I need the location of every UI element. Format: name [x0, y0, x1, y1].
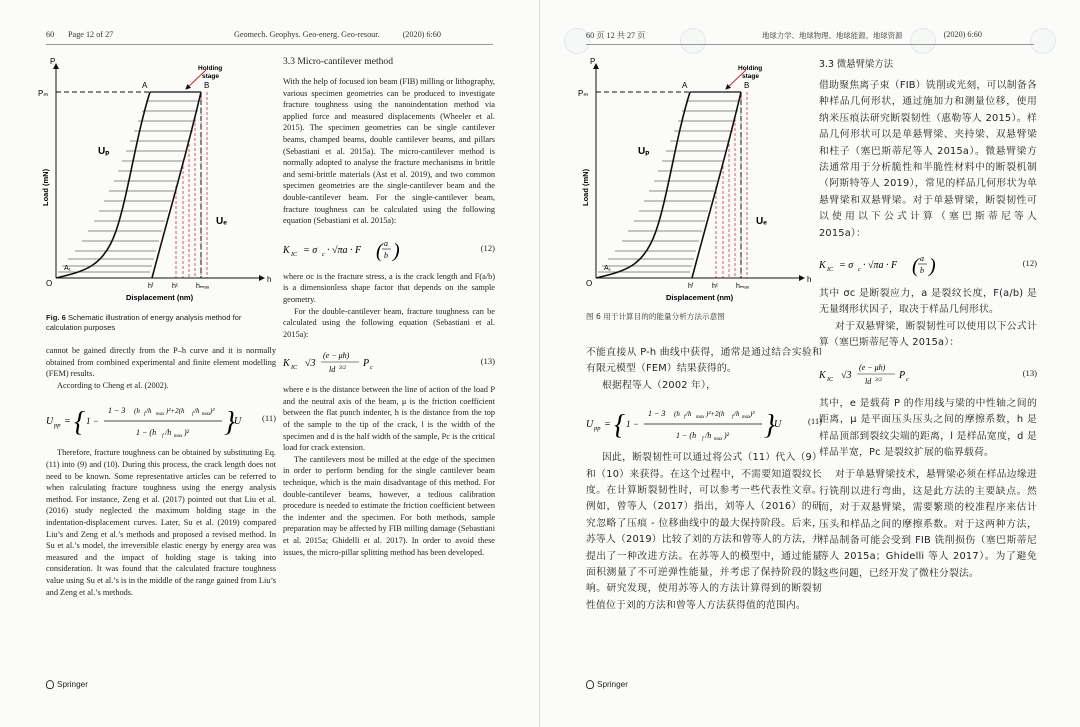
svg-text:)³: )³	[750, 410, 755, 419]
point-b-label: B	[204, 81, 210, 90]
paragraph: 其中 σc 是断裂应力，a 是裂纹长度，F(a/b) 是无量纲形状因子，取决于样品几何形状。	[819, 288, 1037, 316]
energy-analysis-figure	[578, 56, 816, 306]
svg-text:K: K	[283, 358, 290, 370]
svg-text:= σ: = σ	[303, 244, 318, 256]
svg-text:(e − μh): (e − μh)	[859, 362, 886, 372]
h-axis-label: h	[807, 275, 812, 284]
paragraph: 因此，断裂韧性可以通过将公式（11）代入（9）和（10）来获得。在这个过程中，不需要知道裂纹长度。在计算断裂韧性时，可以参考一些代表性文章。例如，曾等人（2017）指出，刘等人（2016）的研究忽略了压痕 - 位移曲线中的最大保持阶段。后来，苏等人（2019）比较了刘的方法和曾等人的方法，并提出了一种改进方法。在苏等人的模型中，通过能量面积测量了不可逆弹性能量，并考虑了保持阶段的影响。研究发现，使用苏等人的方法计算得到的断裂韧性值位于刘的方法和曾等人方法获得值的范围内。	[586, 452, 822, 611]
svg-text:/h: /h	[165, 428, 172, 438]
svg-text:/h: /h	[734, 410, 740, 419]
stage-label: stage	[742, 73, 759, 80]
svg-text:√3: √3	[841, 369, 852, 381]
x-axis-label: Displacement (nm)	[666, 293, 734, 302]
svg-text:IC: IC	[291, 365, 297, 372]
page-of: Page 12 of 27	[68, 30, 114, 39]
svg-text:pp: pp	[54, 422, 61, 430]
svg-text:ld: ld	[865, 376, 872, 386]
paragraph: For the double-cantilever beam, fracture toughness can be calculated using the following equation (Sebastiani et al. 2015a):	[283, 306, 495, 339]
paragraph: 根据程等人（2002 年），	[602, 379, 717, 391]
svg-text:IC: IC	[827, 376, 833, 383]
paragraph: 不能直接从 P-h 曲线中获得，通常是通过结合实验和有限元模型（FEM）结果获得的。	[586, 347, 822, 375]
paragraph: cannot be gained directly from the P–h curve and it is normally obtained from combined experimental and finite element modelling (FEM) results.	[46, 346, 276, 379]
svg-text:ld: ld	[329, 365, 336, 375]
header-rule	[46, 44, 493, 45]
svg-text:1 −: 1 −	[86, 416, 99, 427]
svg-text:· √πa · F: · √πa · F	[327, 244, 362, 256]
svg-text:(h: (h	[134, 407, 140, 416]
equation-13-number: (13)	[480, 356, 495, 367]
page-header	[586, 30, 1034, 44]
left-column	[46, 345, 276, 598]
caption-label: Fig. 6	[46, 313, 66, 322]
journal-name: 地球力学、地球物理、地球能源、地球资源	[762, 31, 903, 40]
svg-text:a: a	[384, 238, 388, 248]
equation-11	[586, 400, 822, 446]
svg-text:)²+2(h: )²+2(h	[166, 407, 185, 416]
svg-text:(: (	[376, 239, 383, 262]
p-axis-label: P	[50, 57, 56, 66]
pm-label: Pₘ	[38, 89, 49, 98]
holding-label: Holding	[198, 65, 223, 72]
paragraph: where σc is the fracture stress, a is the crack length and F(a/b) is a dimensionless shape factor that depends on the sample geometry.	[283, 271, 495, 304]
svg-text:b: b	[384, 250, 388, 260]
point-a-label: A	[682, 81, 688, 90]
paragraph: 其中，e 是载荷 P 的作用线与梁的中性轴之间的距离，μ 是平面压头压头之间的摩擦系数，h 是样品顶部到裂纹尖端的距离，l 是样品宽度，d 是样品半宽，Pc 是裂纹扩展的临界载荷。	[819, 397, 1037, 458]
page-header	[46, 30, 493, 44]
equation-12-number: (12)	[480, 242, 495, 253]
right-column	[283, 56, 495, 558]
svg-text:P: P	[363, 358, 370, 370]
svg-text:= σ: = σ	[839, 260, 854, 272]
svg-text:=: =	[604, 419, 611, 431]
loading-curve	[596, 92, 690, 278]
paragraph: 对于单悬臂梁技术，悬臂梁必须在样品边缘进行铣削以进行弯曲，这是此方法的主要缺点。然而，对于双悬臂梁，需要繁琐的校准程序来估计压头和样品之间的摩擦系数。对于这两种方法，样品制备可能会受到 FIB 铣削损伤（塞巴斯蒂尼等人 2015a；Ghidelli 等人 2017）。为了避免这些问题，已经开发了微柱分裂法。	[819, 469, 1037, 579]
svg-text:K: K	[819, 260, 826, 272]
springer-horse-icon	[46, 680, 54, 689]
svg-text:max: max	[174, 434, 183, 440]
svg-text:): )	[929, 255, 936, 278]
svg-text:)²: )²	[724, 431, 730, 441]
unloading-curve	[152, 92, 201, 278]
svg-text:): )	[393, 239, 400, 262]
publisher-name: Springer	[597, 680, 628, 689]
h-axis-label: h	[267, 275, 272, 284]
svg-text:max: max	[714, 437, 723, 443]
y-axis-label: Load (mN)	[581, 168, 590, 206]
paragraph: With the help of focused ion beam (FIB) milling or lithography, various specimen geometries can be produced to investigate fracture toughness using the nanoindentation method via applied force and measured displacements (Wheeler et al. 2015). The specimen geometries can be single cantilever beams, champed beams, double cantilever beams, and pillars (Sebastiani et al. 2015a). The micro-cantilever method is normally adopted to analyse the fracture mechanisms in brittle and semi-brittle materials (Ast et al. 2019), and two common specimen geometries are the single-cantilever beam and the double-cantilever beam. For the single-cantilever beam, fracture toughness can be calculated using the following equation (Sebastiani et al. 2015a):	[283, 77, 495, 226]
figure-caption: 图 6 用于计算目的的能量分析方法示意图	[586, 312, 725, 321]
svg-text:3/2: 3/2	[875, 376, 883, 383]
svg-text:)²: )²	[184, 428, 190, 438]
equation-13	[283, 346, 495, 380]
hmax-label: hₘₐₓ	[196, 283, 210, 290]
p-axis-label: P	[590, 57, 596, 66]
equation-11-math	[586, 400, 782, 446]
paragraph: 对于双悬臂梁，断裂韧性可以使用以下公式计算（塞巴斯蒂尼等人 2015a）：	[819, 320, 1037, 349]
svg-text:f: f	[732, 415, 734, 421]
svg-text:)²+2(h: )²+2(h	[706, 410, 725, 419]
energy-diagram	[38, 56, 276, 306]
svg-text:(h: (h	[674, 410, 680, 419]
svg-text:{: {	[74, 407, 86, 439]
equation-13-number: (13)	[1022, 367, 1037, 378]
publisher-name: Springer	[57, 680, 88, 689]
header-rule	[586, 44, 1034, 45]
svg-text:/h: /h	[686, 410, 692, 419]
equation-12-number: (12)	[1022, 258, 1037, 269]
stage-label: stage	[202, 73, 219, 80]
up-label: Uₚ	[98, 146, 110, 157]
svg-text:K: K	[283, 244, 290, 256]
svg-text:√3: √3	[305, 358, 316, 370]
journal-year: (2020) 6:60	[402, 30, 441, 39]
energy-diagram	[578, 56, 816, 306]
journal-name: Geomech. Geophys. Geo-energ. Geo-resour.	[234, 30, 380, 39]
paragraph: The cantilevers most be milled at the edge of the specimen in order to perform bending for the single cantilever beam technique, which is the main disadvantage of this method. For double-cantilever beams, however, a tedious calibration procedure is needed to estimate the friction coefficient between the indenter and the specimen. For both methods, sample preparation may be affected by FIB milling damage (Sebastiani et al. 2015a; Ghidelli et al. 2017). In order to avoid these issues, the micro-pillar splitting method has been developed.	[283, 454, 495, 557]
springer-horse-icon	[586, 680, 594, 689]
svg-text:pp: pp	[594, 425, 601, 433]
equation-11-number: (11)	[808, 416, 822, 427]
svg-text:{: {	[614, 410, 626, 442]
hf-label: hᶠ	[688, 283, 694, 290]
up-label: Uₚ	[638, 146, 650, 157]
hmax-label: hₘₐₓ	[736, 283, 750, 290]
svg-text:3/2: 3/2	[339, 365, 347, 372]
origin-label: O	[586, 279, 593, 288]
svg-text:(: (	[912, 255, 919, 278]
svg-text:f: f	[684, 415, 686, 421]
equation-11-math	[46, 397, 242, 443]
equation-13-math	[819, 358, 959, 390]
publisher-footer	[586, 680, 628, 689]
svg-text:IC: IC	[827, 267, 833, 274]
svg-text:1 − (h: 1 − (h	[676, 431, 697, 441]
svg-text:f: f	[162, 434, 164, 440]
equation-13	[819, 358, 1037, 392]
journal-year: (2020) 6:60	[943, 30, 982, 39]
svg-text:c: c	[906, 376, 909, 383]
point-a1-label: A₁	[604, 265, 612, 272]
x-axis-label: Displacement (nm)	[126, 293, 194, 302]
svg-text:=: =	[64, 416, 71, 428]
svg-text:f: f	[144, 412, 146, 418]
svg-text:max: max	[696, 415, 705, 421]
svg-text:K: K	[819, 369, 826, 381]
right-column	[819, 78, 1037, 582]
elastic-dashes	[716, 92, 747, 278]
page-number: 60	[46, 30, 55, 39]
svg-text:1 − 3: 1 − 3	[108, 406, 126, 416]
equation-13-math	[283, 346, 423, 378]
elastic-dashes	[176, 92, 207, 278]
ue-label: Uₑ	[216, 216, 227, 227]
svg-text:IC: IC	[291, 251, 297, 258]
point-a-label: A	[142, 81, 148, 90]
paragraph: where e is the distance between the line of action of the load P and the neutral axis of the beam, μ is the friction coefficient between the flat punch indenter, h is the distance from the top of the sample to the tip of the crack, l is the width of the specimen and d is the half width of the sample, Pc is the critical load for crack extension.	[283, 385, 495, 453]
svg-text:}: }	[224, 407, 236, 439]
svg-text:/h: /h	[194, 407, 200, 416]
svg-text:U: U	[46, 416, 54, 428]
hf-label: hᶠ	[148, 283, 154, 290]
point-a1-label: A₁	[64, 265, 72, 272]
left-column	[586, 345, 822, 614]
holding-label: Holding	[738, 65, 763, 72]
page-of: 60 页 12 共 27 页	[586, 31, 646, 40]
svg-text:max: max	[156, 412, 165, 418]
equation-12	[819, 248, 1037, 282]
ue-label: Uₑ	[756, 216, 767, 227]
equation-11-number: (11)	[262, 413, 276, 424]
loading-curve	[56, 92, 150, 278]
svg-text:c: c	[370, 365, 373, 372]
svg-text:c: c	[858, 267, 861, 274]
hc-label: hᶜ	[712, 283, 719, 290]
equation-12	[283, 233, 495, 267]
svg-text:· √πa · F: · √πa · F	[863, 260, 898, 272]
origin-label: O	[46, 279, 53, 288]
svg-text:/h: /h	[146, 407, 152, 416]
caption-text: Schematic illustration of energy analysis method for calculation purposes	[46, 313, 242, 332]
paragraph: 借助聚焦离子束（FIB）铣削或光刻，可以制备各种样品几何形状，通过施加力和测量位移，使用纳米压痕法研究断裂韧性（惠勒等人 2015）。样品几何形状可以是单悬臂梁、夹持梁、双悬臂梁和柱子（塞巴斯蒂尼等人 2015a）。微悬臂梁方法通常用于分析脆性和半脆性材料中的断裂机制（阿斯特等人 2019），常见的样品几何形状为单悬臂梁和双悬臂梁。对于单悬臂梁，断裂韧性可以使用以下公式计算（塞巴斯蒂尼等人 2015a）：	[819, 80, 1037, 239]
svg-text:(e − μh): (e − μh)	[323, 351, 350, 361]
y-axis-label: Load (mN)	[41, 168, 50, 206]
svg-text:)³: )³	[210, 407, 215, 416]
point-b-label: B	[744, 81, 750, 90]
svg-text:max: max	[202, 412, 211, 418]
svg-text:/h: /h	[705, 431, 712, 441]
section-title: 3.3 Micro-cantilever method	[283, 56, 394, 67]
svg-text:P: P	[899, 369, 906, 381]
equation-12-math	[283, 233, 443, 265]
svg-text:a: a	[920, 254, 924, 264]
svg-text:max: max	[742, 415, 751, 421]
publisher-footer	[46, 680, 88, 689]
hc-label: hᶜ	[172, 283, 179, 290]
section-title: 3.3 微悬臂梁方法	[819, 59, 894, 70]
svg-text:U: U	[774, 419, 782, 431]
svg-text:f: f	[702, 437, 704, 443]
svg-text:1 −: 1 −	[626, 419, 639, 430]
equation-12-math	[819, 248, 979, 280]
equation-11	[46, 397, 276, 443]
svg-text:U: U	[234, 416, 242, 428]
right-column-title	[819, 56, 1037, 79]
pm-label: Pₘ	[578, 89, 589, 98]
svg-text:}: }	[764, 410, 776, 442]
svg-text:U: U	[586, 419, 594, 431]
svg-text:b: b	[920, 266, 924, 276]
paragraph: Therefore, fracture toughness can be obtained by substituting Eq. (11) into (9) and (10). During this process, the crack length does not need to be known. Some representative articles can be referred to when calculating fracture toughness using the energy analysis method. For instance, Zeng et al. (2017) pointed out that Liu et al. (2016) study neglected the maximum holding stage in the indentation-displacement curves. Later, Su et al. (2019) compared Liu’s and Zeng et al.’s methods and proposed a revised method. In Su et al.’s model, the irreversible elastic energy by energy area was measured and the impact of holding stage is taking into consideration. It was found that the calculated fracture toughness value using Su et al.’s is in the middle of the range gained from Liu’s and Zeng et al.’s methods.	[46, 448, 276, 597]
unloading-curve	[692, 92, 741, 278]
svg-text:1 − (h: 1 − (h	[136, 428, 157, 438]
svg-text:c: c	[322, 251, 325, 258]
svg-text:1 − 3: 1 − 3	[648, 409, 666, 419]
svg-text:f: f	[192, 412, 194, 418]
energy-analysis-figure	[38, 56, 276, 306]
figure-caption	[46, 313, 276, 333]
right-page	[540, 0, 1080, 727]
paragraph: According to Cheng et al. (2002).	[57, 380, 169, 390]
